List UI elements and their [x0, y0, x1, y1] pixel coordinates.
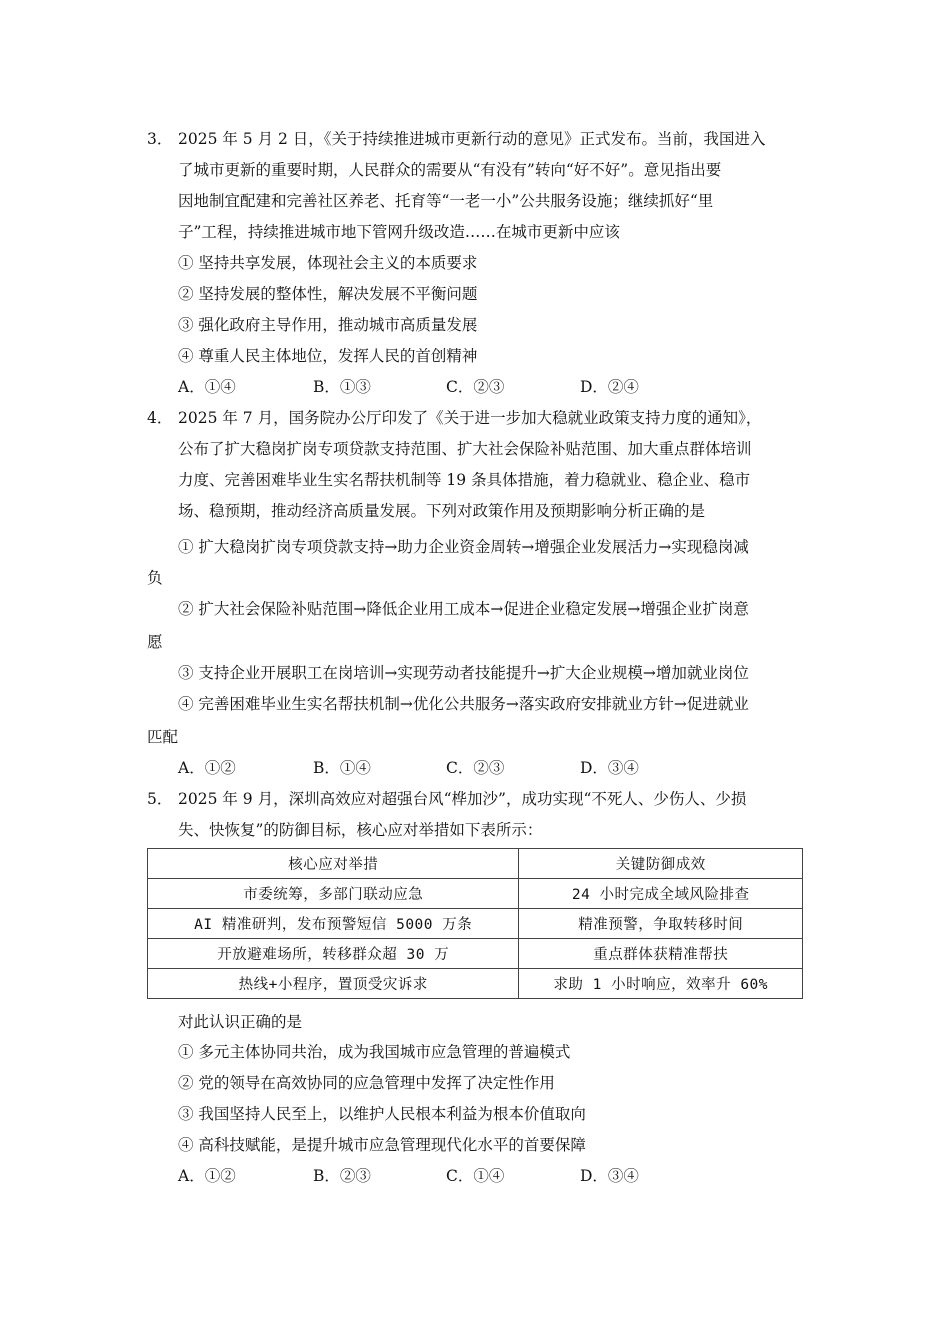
question-prompt: 对此认识正确的是	[178, 1013, 303, 1031]
table-header-row	[148, 849, 803, 879]
table-cell: 24 小时完成全域风险排查	[519, 879, 803, 909]
question-number: 3．	[147, 130, 173, 148]
question-stem-line: 公布了扩大稳岗扩岗专项贷款支持范围、扩大社会保险补贴范围、加大重点群体培训	[178, 440, 752, 458]
option-b[interactable]: B．①③	[313, 378, 371, 396]
option-b[interactable]: B．②③	[313, 1167, 371, 1185]
statement-item: ③ 我国坚持人民至上，以维护人民根本利益为根本价值取向	[178, 1105, 586, 1123]
statement-item: ② 党的领导在高效协同的应急管理中发挥了决定性作用	[178, 1074, 555, 1092]
question-number: 5．	[147, 790, 173, 808]
option-a[interactable]: A．①④	[178, 378, 236, 396]
table-header-cell: 关键防御成效	[519, 849, 803, 879]
table-row	[148, 969, 803, 999]
question-stem-line: 场、稳预期，推动经济高质量发展。下列对政策作用及预期影响分析正确的是	[178, 502, 706, 520]
option-a[interactable]: A．①②	[178, 759, 236, 777]
table-cell: 热线+小程序，置顶受灾诉求	[148, 969, 519, 999]
statement-item: ② 扩大社会保险补贴范围→降低企业用工成本→促进企业稳定发展→增强企业扩岗意	[178, 600, 749, 618]
statement-item: ① 多元主体协同共治，成为我国城市应急管理的普遍模式	[178, 1043, 571, 1061]
statement-item: ③ 强化政府主导作用，推动城市高质量发展	[178, 316, 478, 334]
table-cell: 求助 1 小时响应，效率升 60%	[519, 969, 803, 999]
table-cell: 重点群体获精准帮扶	[519, 939, 803, 969]
question-stem-line: 了城市更新的重要时期，人民群众的需要从“有没有”转向“好不好”。意见指出要	[178, 161, 722, 179]
option-c[interactable]: C．①④	[446, 1167, 505, 1185]
statement-item: ④ 尊重人民主体地位，发挥人民的首创精神	[178, 347, 478, 365]
statement-continuation: 负	[147, 569, 163, 587]
option-d[interactable]: D．②④	[580, 378, 639, 396]
question-stem-line: 力度、完善困难毕业生实名帮扶机制等 19 条具体措施，着力稳就业、稳企业、稳市	[178, 471, 751, 489]
option-d[interactable]: D．③④	[580, 759, 639, 777]
table-cell: 精准预警，争取转移时间	[519, 909, 803, 939]
statement-item: ② 坚持发展的整体性，解决发展不平衡问题	[178, 285, 478, 303]
statement-item: ④ 完善困难毕业生实名帮扶机制→优化公共服务→落实政府安排就业方针→促进就业	[178, 695, 749, 713]
table-cell: AI 精准研判，发布预警短信 5000 万条	[148, 909, 519, 939]
table-row	[148, 879, 803, 909]
statement-continuation: 愿	[147, 633, 163, 651]
option-b[interactable]: B．①④	[313, 759, 371, 777]
statement-item: ③ 支持企业开展职工在岗培训→实现劳动者技能提升→扩大企业规模→增加就业岗位	[178, 664, 749, 682]
statement-item: ① 坚持共享发展，体现社会主义的本质要求	[178, 254, 478, 272]
statement-continuation: 匹配	[147, 728, 179, 746]
question-stem-line: 2025 年 5 月 2 日，《关于持续推进城市更新行动的意见》正式发布。当前，我国进入	[178, 130, 766, 148]
question-stem-line: 因地制宜配建和完善社区养老、托育等“一老一小”公共服务设施；继续抓好“里	[178, 192, 714, 210]
option-d[interactable]: D．③④	[580, 1167, 639, 1185]
table-row	[148, 909, 803, 939]
question-stem-line: 2025 年 9 月，深圳高效应对超强台风“桦加沙”，成功实现“不死人、少伤人、少损	[178, 790, 747, 808]
table-header-cell: 核心应对举措	[148, 849, 519, 879]
table-cell: 开放避难场所，转移群众超 30 万	[148, 939, 519, 969]
measures-table	[147, 848, 803, 999]
question-stem-line: 子”工程，持续推进城市地下管网升级改造……在城市更新中应该	[178, 223, 620, 241]
question-stem-line: 失、快恢复”的防御目标，核心应对举措如下表所示：	[178, 821, 543, 839]
statement-item: ④ 高科技赋能，是提升城市应急管理现代化水平的首要保障	[178, 1136, 586, 1154]
option-c[interactable]: C．②③	[446, 378, 505, 396]
question-stem-line: 2025 年 7 月，国务院办公厅印发了《关于进一步加大稳就业政策支持力度的通知》，	[178, 409, 762, 427]
table-cell: 市委统筹，多部门联动应急	[148, 879, 519, 909]
statement-item: ① 扩大稳岗扩岗专项贷款支持→助力企业资金周转→增强企业发展活力→实现稳岗减	[178, 538, 749, 556]
table-row	[148, 939, 803, 969]
option-a[interactable]: A．①②	[178, 1167, 236, 1185]
option-c[interactable]: C．②③	[446, 759, 505, 777]
question-number: 4．	[147, 409, 173, 427]
